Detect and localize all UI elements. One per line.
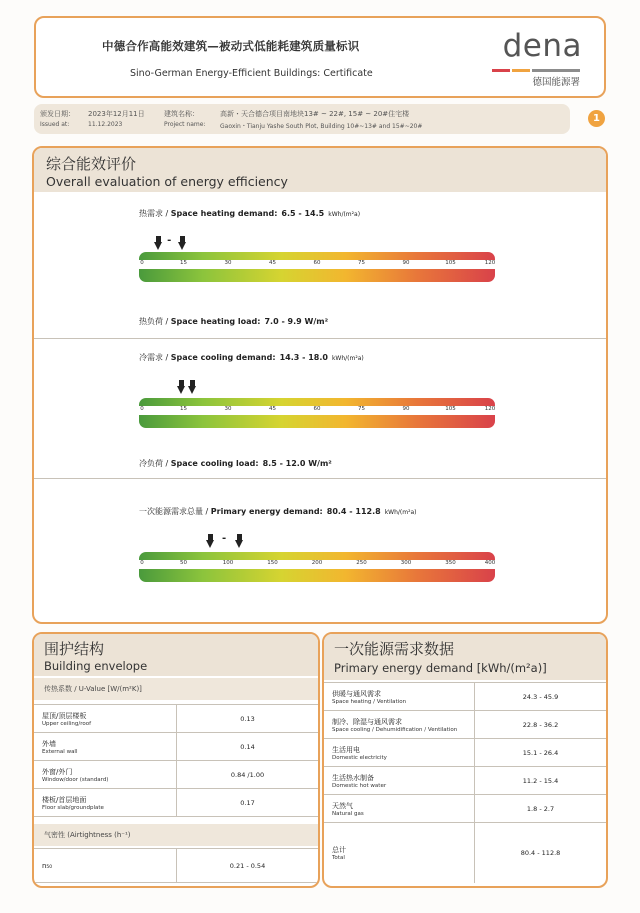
range-dash: - xyxy=(221,533,227,544)
u-value-subheader xyxy=(34,678,318,700)
title-chinese: 中德合作高能效建筑—被动式低能耗建筑质量标识 xyxy=(102,39,360,53)
range-min-arrow-icon xyxy=(177,380,186,394)
table-row xyxy=(34,705,318,733)
primary-data-label-cn: 生活热水制备 xyxy=(332,773,374,782)
title-english: Sino-German Energy-Efficient Buildings: Certificate xyxy=(130,68,373,79)
primary-data-value-cell: 24.3 - 45.9 xyxy=(475,683,607,711)
overall-title-cn: 综合能效评价 xyxy=(46,155,137,173)
heating-label-en: Space heating demand: xyxy=(170,209,278,218)
table-row xyxy=(34,849,318,883)
table-row xyxy=(324,683,606,711)
scale-tick-label: 200 xyxy=(311,560,323,566)
envelope-table xyxy=(34,704,318,817)
project-value-en: Gaoxin・Tianju Yashe South Plot, Building 10#~13# and 15#~20# xyxy=(220,123,423,130)
logo-text: dena xyxy=(502,28,582,64)
primary-label-cn: 一次能源需求总量 / xyxy=(139,507,211,516)
scale-tick-label: 75 xyxy=(358,406,365,412)
primary-data-label-cell xyxy=(324,767,475,795)
primary-unit: kWh/(m²a) xyxy=(384,509,417,516)
airtightness-label-cell xyxy=(34,849,177,883)
primary-data-value-cell: 22.8 - 36.2 xyxy=(475,711,607,739)
table-row xyxy=(34,761,318,789)
scale-tick-label: 50 xyxy=(180,560,187,566)
scale-tick-label: 60 xyxy=(313,406,321,412)
heating-label-cn: 热需求 / xyxy=(139,209,171,218)
cooling-value: 14.3 - 18.0 xyxy=(279,353,328,362)
heating-load-label xyxy=(139,316,328,327)
cooling-demand-label xyxy=(139,352,364,363)
scale-tick-label: 300 xyxy=(400,560,412,566)
issue-info-bar xyxy=(34,104,570,134)
table-row xyxy=(34,733,318,761)
cooling-scale xyxy=(139,398,495,428)
table-row xyxy=(324,767,606,795)
envelope-value-cell: 0.13 xyxy=(177,705,319,733)
primary-data-title-en: Primary energy demand [kWh/(m²a)] xyxy=(334,661,547,675)
envelope-label-cn: 外窗/外门 xyxy=(42,767,73,776)
scale-tick-label: 0 xyxy=(140,406,144,412)
envelope-label-cell xyxy=(34,733,177,761)
u-value-subheader-text: 传热系数 / U-Value [W/(m²K)] xyxy=(44,685,142,693)
heating-load-label-cn: 热负荷 / xyxy=(139,317,171,326)
table-row xyxy=(324,711,606,739)
envelope-value-cell: 0.17 xyxy=(177,789,319,817)
overall-evaluation-section xyxy=(32,146,608,624)
logo-bar-orange xyxy=(512,69,530,72)
primary-data-title-cn: 一次能源需求数据 xyxy=(334,640,455,658)
scale-tick-label: 90 xyxy=(402,260,410,266)
scale-tick-label: 105 xyxy=(445,260,456,266)
envelope-label-cell xyxy=(34,705,177,733)
primary-data-value-cell: 1.8 - 2.7 xyxy=(475,795,607,823)
table-row xyxy=(34,789,318,817)
scale-tick-label: 30 xyxy=(224,260,232,266)
primary-data-label-en: Natural gas xyxy=(332,810,364,817)
section-divider xyxy=(34,478,606,479)
total-label-en: Total xyxy=(332,854,345,861)
range-max-arrow-icon xyxy=(178,236,187,250)
building-envelope-section xyxy=(32,632,320,888)
primary-data-label-en: Domestic hot water xyxy=(332,782,387,789)
issue-date-value-cn: 2023年12月11日 xyxy=(88,110,145,118)
page-number-badge: 1 xyxy=(588,110,605,127)
primary-data-label-en: Domestic electricity xyxy=(332,754,387,761)
primary-data-label-cell xyxy=(324,711,475,739)
scale-tick-label: 150 xyxy=(267,560,278,566)
heating-unit: kWh/(m²a) xyxy=(328,211,361,218)
envelope-label-en: Upper ceiling/roof xyxy=(42,720,92,727)
project-label-en: Project name: xyxy=(164,121,206,128)
total-value-cell: 80.4 - 112.8 xyxy=(475,823,607,883)
envelope-title-en: Building envelope xyxy=(44,659,148,673)
envelope-label-en: Window/door (standard) xyxy=(42,776,109,783)
scale-tick-label: 75 xyxy=(358,260,365,266)
primary-data-header xyxy=(324,634,606,680)
airtightness-subheader xyxy=(34,824,318,846)
primary-data-label-cn: 供暖与通风需求 xyxy=(332,689,381,698)
issue-date-value-en: 11.12.2023 xyxy=(88,121,123,128)
cooling-label-cn: 冷需求 / xyxy=(139,353,171,362)
range-max-arrow-icon xyxy=(235,534,244,548)
scale-tick-label: 400 xyxy=(484,560,496,566)
scale-tick-label: 60 xyxy=(313,260,321,266)
table-row-total xyxy=(324,823,606,883)
scale-tick-label: 45 xyxy=(269,406,276,412)
range-min-arrow-icon xyxy=(206,534,215,548)
cooling-load-label-en: Space cooling load: xyxy=(170,459,259,468)
airtightness-subheader-text: 气密性 (Airtightness (h⁻¹) xyxy=(44,831,131,839)
envelope-label-cell xyxy=(34,789,177,817)
primary-data-label-cell xyxy=(324,795,475,823)
primary-data-value-cell: 11.2 - 15.4 xyxy=(475,767,607,795)
heating-value: 6.5 - 14.5 xyxy=(281,209,325,218)
issue-date-label-cn: 颁发日期： xyxy=(40,110,75,118)
scale-tick-label: 105 xyxy=(445,406,456,412)
primary-value: 80.4 - 112.8 xyxy=(326,507,381,516)
cooling-load-label xyxy=(139,458,332,469)
total-label-cell xyxy=(324,823,475,883)
primary-demand-label xyxy=(139,506,417,517)
envelope-value-cell: 0.14 xyxy=(177,733,319,761)
table-row xyxy=(324,739,606,767)
envelope-title-cn: 围护结构 xyxy=(44,640,105,658)
envelope-label-cn: 楼板/首层地面 xyxy=(42,795,87,804)
overall-title-en: Overall evaluation of energy efficiency xyxy=(46,174,288,189)
envelope-header xyxy=(34,634,318,676)
primary-data-table xyxy=(324,682,606,883)
scale-tick-label: 45 xyxy=(269,260,276,266)
envelope-label-en: External wall xyxy=(42,748,78,755)
range-min-arrow-icon xyxy=(154,236,163,250)
primary-data-label-cell xyxy=(324,683,475,711)
scale-tick-label: 120 xyxy=(484,260,496,266)
logo-bar-grey xyxy=(532,69,580,72)
overall-section-header xyxy=(34,148,606,192)
heating-scale xyxy=(139,252,495,282)
primary-data-label-en: Space cooling / Dehumidification / Ventilation xyxy=(332,726,458,733)
certificate-header xyxy=(34,16,606,98)
scale-tick-label: 0 xyxy=(140,560,144,566)
airtightness-value-cell: 0.21 - 0.54 xyxy=(177,849,319,883)
primary-data-label-cn: 天然气 xyxy=(332,801,353,810)
scale-tick-label: 100 xyxy=(222,560,234,566)
primary-data-value-cell: 15.1 - 26.4 xyxy=(475,739,607,767)
total-label-cn: 总计 xyxy=(332,845,346,854)
project-label-cn: 建筑名称： xyxy=(164,110,199,118)
primary-energy-data-section xyxy=(322,632,608,888)
heating-demand-label xyxy=(139,208,360,219)
scale-tick-label: 0 xyxy=(140,260,144,266)
envelope-label-cell xyxy=(34,761,177,789)
heating-load-value: 7.0 - 9.9 W/m² xyxy=(264,317,329,326)
range-dash: - xyxy=(167,235,172,246)
scale-tick-label: 15 xyxy=(180,260,187,266)
cooling-label-en: Space cooling demand: xyxy=(170,353,276,362)
primary-scale xyxy=(139,552,495,582)
scale-tick-label: 250 xyxy=(356,560,367,566)
dena-logo xyxy=(468,30,588,88)
scale-tick-label: 30 xyxy=(224,406,232,412)
cooling-load-value: 8.5 - 12.0 W/m² xyxy=(262,459,332,468)
section-divider xyxy=(34,338,606,339)
primary-data-label-cell xyxy=(324,739,475,767)
primary-data-label-cn: 制冷、除湿与通风需求 xyxy=(332,717,402,726)
table-row xyxy=(324,795,606,823)
envelope-value-cell: 0.84 /1.00 xyxy=(177,761,319,789)
envelope-label-cn: 外墙 xyxy=(42,739,56,748)
range-max-arrow-icon xyxy=(188,380,197,394)
cooling-unit: kWh/(m²a) xyxy=(331,355,364,362)
scale-tick-label: 350 xyxy=(445,560,456,566)
issue-date-label-en: Issued at: xyxy=(40,121,70,128)
cooling-load-label-cn: 冷负荷 / xyxy=(139,459,171,468)
primary-data-label-en: Space heating / Ventilation xyxy=(332,698,407,705)
airtightness-table xyxy=(34,848,318,883)
envelope-label-cn: 屋顶/顶层楼板 xyxy=(42,711,87,720)
scale-tick-label: 90 xyxy=(402,406,410,412)
logo-bar-red xyxy=(492,69,510,72)
logo-subtitle: 德国能源署 xyxy=(532,77,580,88)
primary-label-en: Primary energy demand: xyxy=(210,507,323,516)
primary-data-label-cn: 生活用电 xyxy=(332,745,360,754)
heating-load-label-en: Space heating load: xyxy=(170,317,261,326)
airtightness-label: n₅₀ xyxy=(42,861,53,870)
scale-tick-label: 120 xyxy=(484,406,496,412)
project-value-cn: 高新・天合德合项目南地块13# ~ 22#, 15# ~ 20#住宅楼 xyxy=(220,110,410,118)
envelope-label-en: Floor slab/groundplate xyxy=(42,804,104,811)
scale-tick-label: 15 xyxy=(180,406,187,412)
